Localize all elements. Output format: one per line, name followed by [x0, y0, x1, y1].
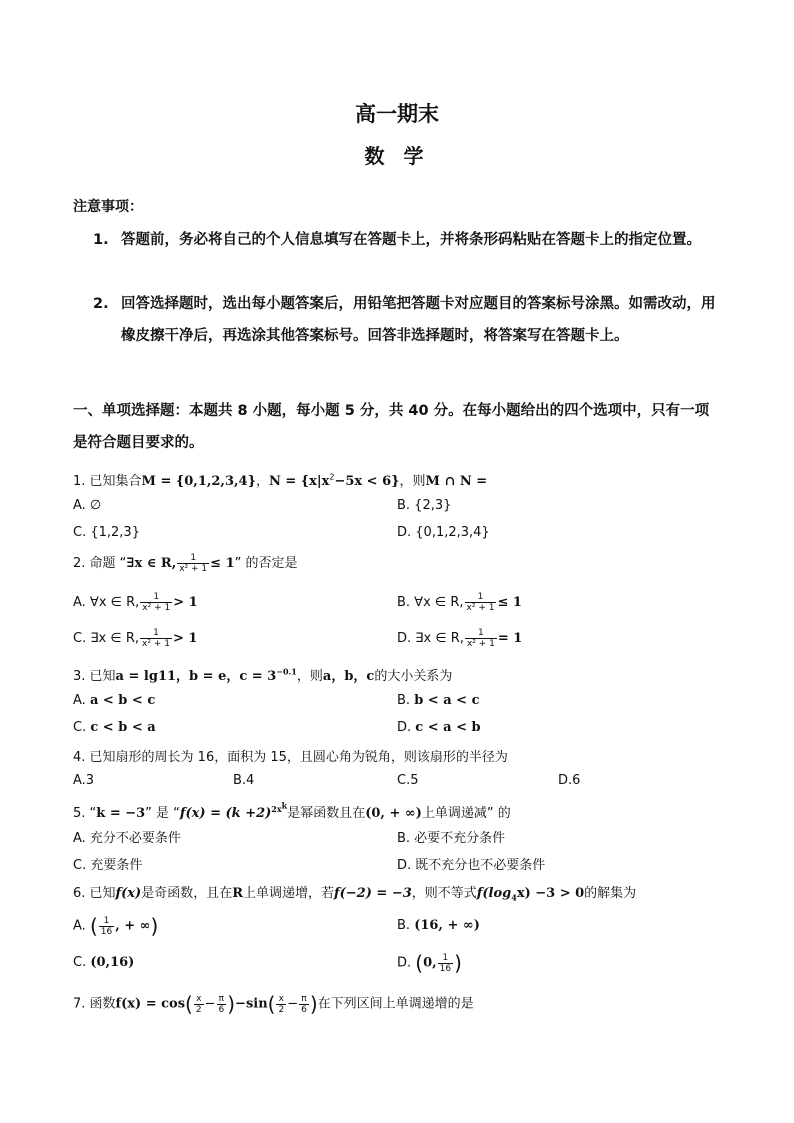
q4-option-a: A.3	[73, 773, 95, 788]
fraction-numerator: x	[276, 994, 286, 1005]
fraction-denominator: 2	[195, 1004, 202, 1015]
fraction	[140, 628, 172, 649]
fraction	[465, 628, 497, 649]
question-3-stem	[73, 665, 452, 684]
fraction-denominator: 16	[100, 926, 113, 937]
stem-text: 7. 函数	[73, 996, 116, 1012]
math-text: (16, + ∞)	[414, 918, 480, 933]
question-4-stem: 4. 已知扇形的周长为 16，面积为 15，且圆心角为锐角，则该扇形的半径为	[73, 750, 508, 765]
fraction	[177, 553, 209, 574]
notice-item-2	[93, 288, 723, 352]
q6-option-c: C. (0,16)	[73, 955, 135, 970]
section-heading: 一、单项选择题：本题共 8 小题，每小题 5 分，共 40 分。在每小题给出的四个选项中，只有一项是符合题目要求的。	[73, 403, 710, 451]
question-6-stem	[73, 882, 636, 903]
math-text: R	[232, 886, 244, 901]
question-7-stem: 7. 函数f(x) = cos( $\frac{x}{2}$ − $\frac{\pi}{6}$ )−sin( $\frac{x}{2}$ − $\frac{\pi}{6}$ )在下列区间上单调递增的是	[73, 992, 474, 1016]
exam-title: 高一期末	[355, 102, 439, 126]
stem-text: 6. 已知	[73, 886, 116, 901]
stem-text: ” 的否定是	[234, 556, 298, 571]
fraction	[217, 994, 227, 1015]
fraction-denominator: 16	[439, 963, 452, 974]
q3-option-c: C. c < b < a	[73, 720, 156, 735]
fraction-numerator: 1	[465, 628, 497, 639]
math-text: c < a < b	[415, 720, 481, 735]
q1-option-d: D. {0,1,2,3,4}	[397, 525, 490, 540]
q2-option-c	[73, 628, 197, 649]
question-2-stem	[73, 552, 298, 574]
stem-text: 是奇函数，且在	[141, 886, 233, 901]
math-text: , + ∞	[115, 918, 151, 934]
q3-option-d: D. c < a < b	[397, 720, 481, 735]
fraction-denominator: 6	[301, 1004, 307, 1015]
fraction	[299, 994, 309, 1015]
stem-text: 的解集为	[584, 886, 637, 901]
fraction-numerator: 1	[140, 628, 172, 639]
math-text: = 1	[497, 631, 523, 646]
stem-text: ，	[255, 474, 269, 489]
stem-text: ，则	[296, 669, 323, 684]
math-text: (0,16)	[90, 955, 135, 970]
fraction-numerator: x	[194, 994, 204, 1005]
stem-text: 是幂函数且在	[287, 805, 366, 821]
stem-text: 在下列区间上单调递增的是	[317, 996, 474, 1012]
option-text: C. ∃x ∈ R,	[73, 631, 140, 646]
math-text: f(x) = cos	[115, 996, 186, 1012]
subscript: 4	[511, 892, 517, 903]
notice-text: 答题前，务必将自己的个人信息填写在答题卡上，并将条形码粘贴在答题卡上的指定位置。	[121, 232, 701, 248]
notice-item-1	[93, 224, 723, 256]
q4-option-c: C.5	[397, 773, 419, 788]
stem-text: 1. 已知集合	[73, 474, 142, 489]
math-text: x) −3 > 0	[516, 886, 585, 901]
math-text: f(log	[476, 886, 512, 901]
notice-text: 回答选择题时，选出每小题答案后，用铅笔把答题卡对应题目的答案标号涂黑。如需改动，用橡皮擦干净后，再选涂其他答案标号。回答非选择题时，将答案写在答题卡上。	[121, 296, 716, 344]
fraction-denominator: 6	[218, 1004, 225, 1015]
q4-option-d: D.6	[558, 773, 581, 788]
question-1-stem: 1. 已知集合M = {0,1,2,3,4}，$N = \{x|x^2-5x < 6\}$，则M ∩ N =	[73, 472, 488, 489]
fraction-numerator: 1	[99, 916, 114, 927]
fraction	[99, 916, 114, 937]
notice-number: 1.	[93, 232, 109, 248]
stem-text: 上单调递减” 的	[421, 805, 511, 821]
q3-option-b: B. b < a < c	[397, 693, 480, 708]
math-text: N = {x|x	[268, 474, 330, 489]
option-text: D. ∃x ∈ R,	[397, 631, 464, 646]
fraction-numerator: π	[217, 994, 227, 1005]
q1-option-b: B. {2,3}	[397, 498, 452, 513]
math-text: f(x) = (k +2)	[179, 805, 272, 821]
q5-option-a: A. 充分不必要条件	[73, 831, 181, 846]
math-text: M = {0,1,2,3,4}	[141, 474, 256, 489]
math-text: b < a < c	[414, 693, 480, 708]
math-text: > 1	[172, 631, 198, 646]
fraction	[465, 592, 497, 613]
math-text: f(−2) = −3	[334, 886, 412, 901]
math-text: > 1	[173, 595, 198, 610]
math-text: c < b < a	[90, 720, 156, 735]
q1-option-a: A. ∅	[73, 498, 102, 513]
fraction-denominator: x² + 1	[466, 639, 495, 649]
q2-option-a	[73, 592, 198, 613]
option-text: A. ∀x ∈ R,	[73, 595, 140, 610]
q6-option-d: D. (0, $\frac{1}{16}$ )	[397, 951, 462, 975]
q6-option-b: B. (16, + ∞)	[397, 918, 480, 933]
fraction-numerator: 1	[177, 553, 209, 564]
q5-option-d: D. 既不充分也不必要条件	[397, 858, 546, 873]
math-text: k = −3	[96, 805, 146, 821]
stem-text: ，则不等式	[411, 886, 477, 901]
q2-option-b	[397, 592, 522, 613]
fraction	[140, 592, 172, 613]
fraction	[276, 994, 286, 1015]
stem-text: 3. 已知	[73, 669, 116, 684]
stem-text: 2. 命题 “	[73, 556, 127, 571]
math-text: ∃x ∈ R,	[126, 556, 177, 571]
math-text: −5x < 6}	[334, 474, 400, 489]
stem-text: ” 是 “	[145, 805, 180, 821]
exam-subject: 数 学	[364, 144, 430, 168]
math-text: M ∩ N =	[425, 474, 488, 489]
fraction-numerator: 1	[140, 592, 172, 603]
q2-option-d	[397, 628, 522, 649]
math-text: −sin	[235, 996, 268, 1012]
question-5-stem	[73, 800, 511, 821]
q5-option-b: B. 必要不充分条件	[397, 831, 506, 846]
fraction-numerator: π	[299, 994, 309, 1005]
fraction-denominator: x² + 1	[142, 603, 171, 613]
q4-option-b: B.4	[233, 773, 255, 788]
stem-text: ，则	[399, 474, 426, 489]
fraction	[194, 994, 204, 1015]
math-text: ≤ 1	[210, 556, 235, 571]
option-text: B. ∀x ∈ R,	[397, 595, 464, 610]
fraction-denominator: 2	[278, 1004, 285, 1015]
fraction-denominator: x² + 1	[179, 564, 208, 574]
math-text: f(x)	[115, 886, 142, 901]
q6-option-a: A. ( $\frac{1}{16}$ , + ∞)	[73, 914, 159, 938]
math-text: a，b，c	[322, 669, 375, 684]
q3-option-a: A. a < b < c	[73, 693, 156, 708]
notice-number: 2.	[93, 296, 109, 312]
notice-heading: 注意事项：	[73, 199, 143, 215]
q1-option-c: C. {1,2,3}	[73, 525, 140, 540]
fraction-denominator: x² + 1	[466, 603, 495, 613]
q5-option-c: C. 充要条件	[73, 858, 143, 873]
math-text: a = lg11，b = e，c = 3	[115, 669, 277, 684]
math-text: (0, + ∞)	[365, 805, 422, 821]
stem-text: 上单调递增，若	[243, 886, 335, 901]
fraction-denominator: x² + 1	[142, 639, 170, 649]
exponent: −0.1	[276, 666, 297, 677]
fraction	[438, 953, 453, 974]
stem-text: 5. “	[73, 805, 97, 821]
fraction-numerator: 1	[438, 953, 453, 964]
exponent: 2x	[271, 803, 282, 814]
math-text: a < b < c	[89, 693, 156, 708]
stem-text: 的大小关系为	[374, 669, 453, 684]
fraction-numerator: 1	[465, 592, 497, 603]
exponent: k	[281, 800, 288, 810]
math-text: ≤ 1	[497, 595, 522, 610]
